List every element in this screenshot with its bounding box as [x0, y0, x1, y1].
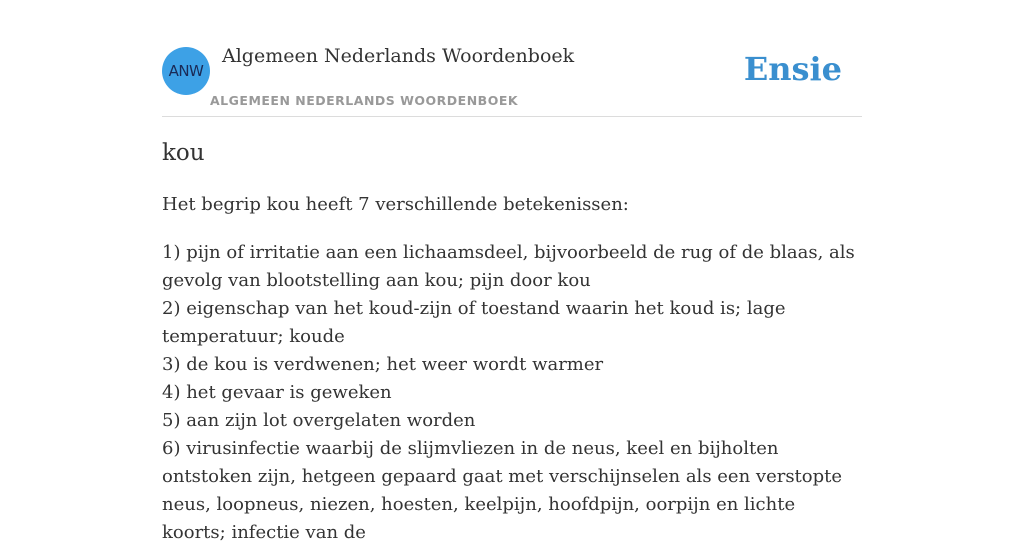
- site-subtitle: ALGEMEEN NEDERLANDS WOORDENBOEK: [210, 93, 519, 108]
- ensie-logo-link[interactable]: Ensie: [743, 50, 842, 88]
- definition-item: 2) eigenschap van het koud-zijn of toestand waarin het koud is; lage temperatuur; koude: [162, 298, 786, 347]
- header: [162, 0, 862, 117]
- site-title[interactable]: Algemeen Nederlands Woordenboek: [222, 45, 575, 67]
- definition-item: 6) virusinfectie waarbij de slijmvliezen in de neus, keel en bijholten ontstoken zijn, hetgeen gepaard gaat met verschijnselen als een verstopte neus, loopneus, niezen, hoesten, keelpijn, hoofdpijn, oorpijn en lichte koorts; infectie van de: [162, 438, 843, 543]
- definitions-list: [162, 239, 862, 547]
- page-title: kou: [162, 140, 205, 166]
- definitions-intro: Het begrip kou heeft 7 verschillende betekenissen:: [162, 194, 629, 215]
- definition-item: 1) pijn of irritatie aan een lichaamsdeel, bijvoorbeeld de rug of de blaas, als gevolg van blootstelling aan kou; pijn door kou: [162, 242, 855, 291]
- anw-logo[interactable]: ANW: [162, 47, 210, 95]
- definition-item: 5) aan zijn lot overgelaten worden: [162, 410, 476, 431]
- page: [162, 0, 862, 543]
- definition-item: 4) het gevaar is geweken: [162, 382, 392, 403]
- definition-item: 3) de kou is verdwenen; het weer wordt warmer: [162, 354, 604, 375]
